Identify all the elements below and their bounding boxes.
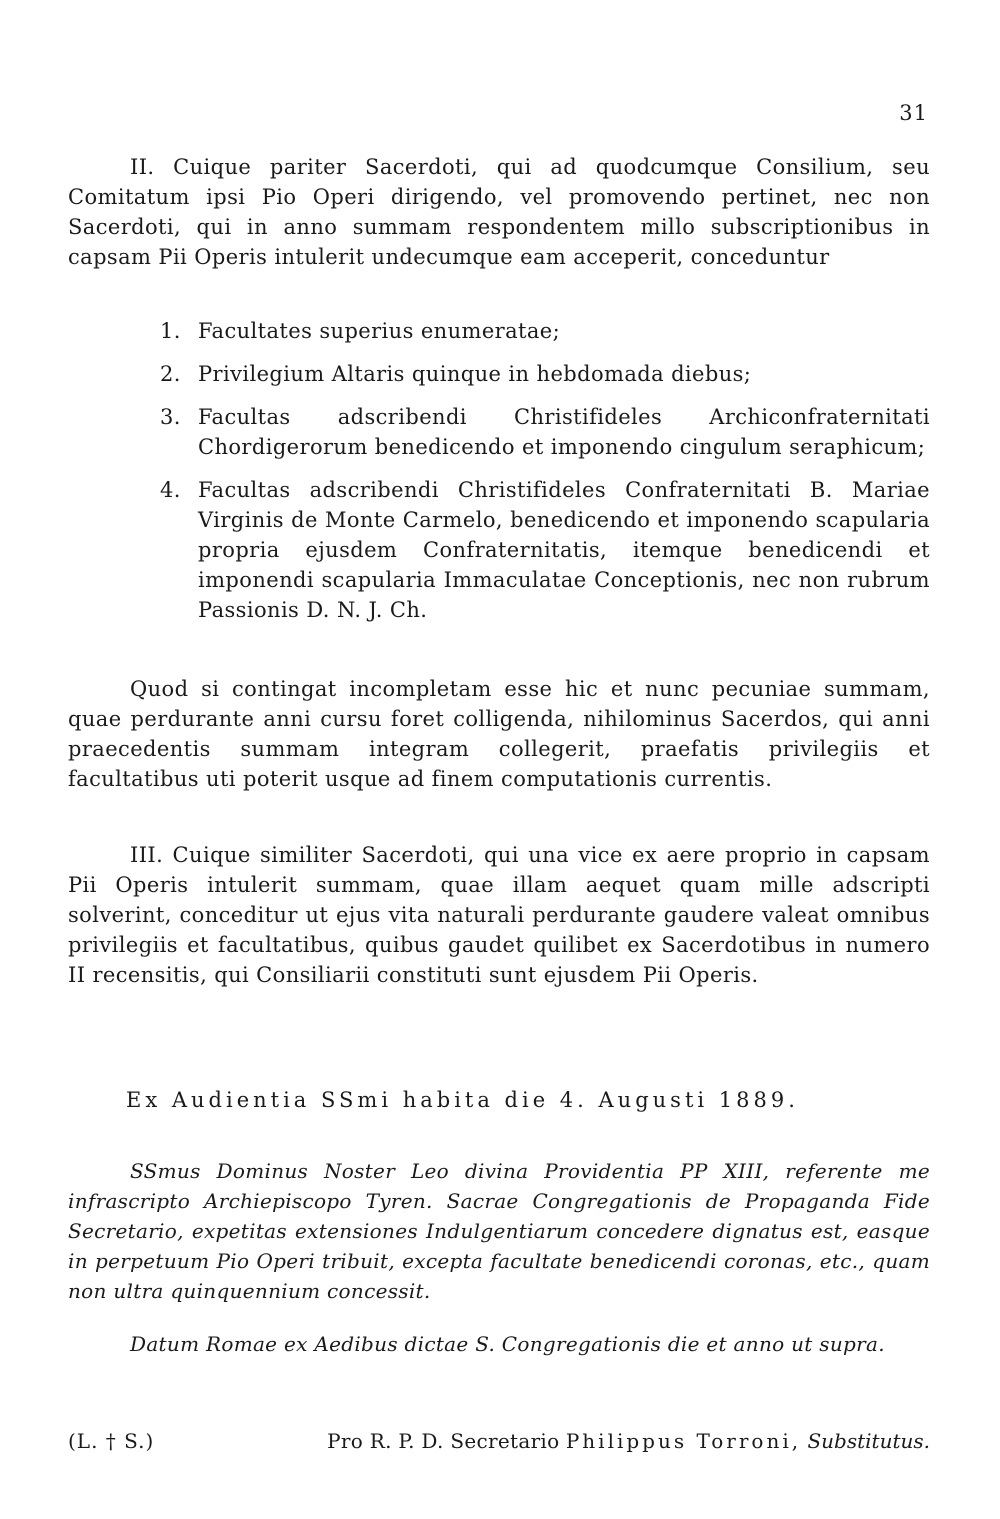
list-item (160, 316, 930, 346)
page-number: 31 (899, 101, 928, 125)
seal-mark: (L. † S.) (68, 1429, 155, 1453)
signature-name: Philippus Torroni, (565, 1429, 802, 1453)
list-item-text: Facultas adscribendi Christifideles Archiconfraternitati Chordigerorum benedicendo et imponendo cingulum seraphicum; (198, 405, 930, 459)
list-item-text: Facultates superius enumeratae; (198, 319, 561, 343)
list-item-number: 2. (160, 362, 181, 386)
signature-block (327, 1429, 930, 1453)
signature-role: Substitutus. (807, 1429, 930, 1453)
section-II-paragraph: II. Cuique pariter Sacerdoti, qui ad quodcumque Consilium, seu Comitatum ipsi Pio Operi dirigendo, vel promovendo pertinet, nec non Sacerdoti, qui in anno summam respondentem millo subscriptionibus in capsam Pii Operis intulerit undecumque eam acceperit, conceduntur (68, 155, 930, 269)
list-item-number: 3. (160, 405, 181, 429)
list-item-number: 4. (160, 478, 181, 502)
list-item-text: Privilegium Altaris quinque in hebdomada diebus; (198, 362, 752, 386)
audientia-heading: Ex Audientia SSmi habita die 4. Augusti 1889. (126, 1088, 799, 1112)
quod-paragraph: Quod si contingat incompletam esse hic et nunc pecuniae summam, quae perdurante anni cursu foret colligenda, nihilominus Sacerdos, qui anni praecedentis summam integram collegerit, praefatis privilegiis et facultatibus uti poterit usque ad finem computationis currentis. (68, 677, 930, 791)
list-item-text: Facultas adscribendi Christifideles Confraternitati B. Mariae Virginis de Monte Carmelo, benedicendo et imponendo scapularia propria ejusdem Confraternitatis, itemque benedicendi et imponendi scapularia Immaculatae Conceptionis, nec non rubrum Passionis D. N. J. Ch. (198, 478, 930, 622)
list-item-number: 1. (160, 319, 181, 343)
list-item (160, 402, 930, 462)
datum-paragraph: Datum Romae ex Aedibus dictae S. Congregationis die et anno ut supra. (130, 1332, 885, 1356)
signature-line (68, 1429, 930, 1453)
list-item (160, 475, 930, 625)
section-III-paragraph: III. Cuique similiter Sacerdoti, qui una vice ex aere proprio in capsam Pii Operis intulerit summam, quae illam aequet quam mille adscripti solverint, conceditur ut ejus vita naturali perdurante gaudere valeat omnibus privilegiis et facultatibus, quibus gaudet quilibet ex Sacerdotibus in numero II recensitis, qui Consiliarii constituti sunt ejusdem Pii Operis. (68, 843, 930, 987)
ssmus-paragraph: SSmus Dominus Noster Leo divina Providentia PP XIII, referente me infrascripto Archiepiscopo Tyren. Sacrae Congregationis de Propaganda Fide Secretario, expetitas extensiones Indulgentiarum concedere dignatus est, easque in perpetuum Pio Operi tribuit, excepta facultate benedicendi coronas, etc., quam non ultra quinquennium concessit. (68, 1159, 930, 1303)
signature-pro: Pro R. P. D. Secretario (327, 1429, 560, 1453)
privileges-list (160, 316, 930, 638)
list-item (160, 359, 930, 389)
